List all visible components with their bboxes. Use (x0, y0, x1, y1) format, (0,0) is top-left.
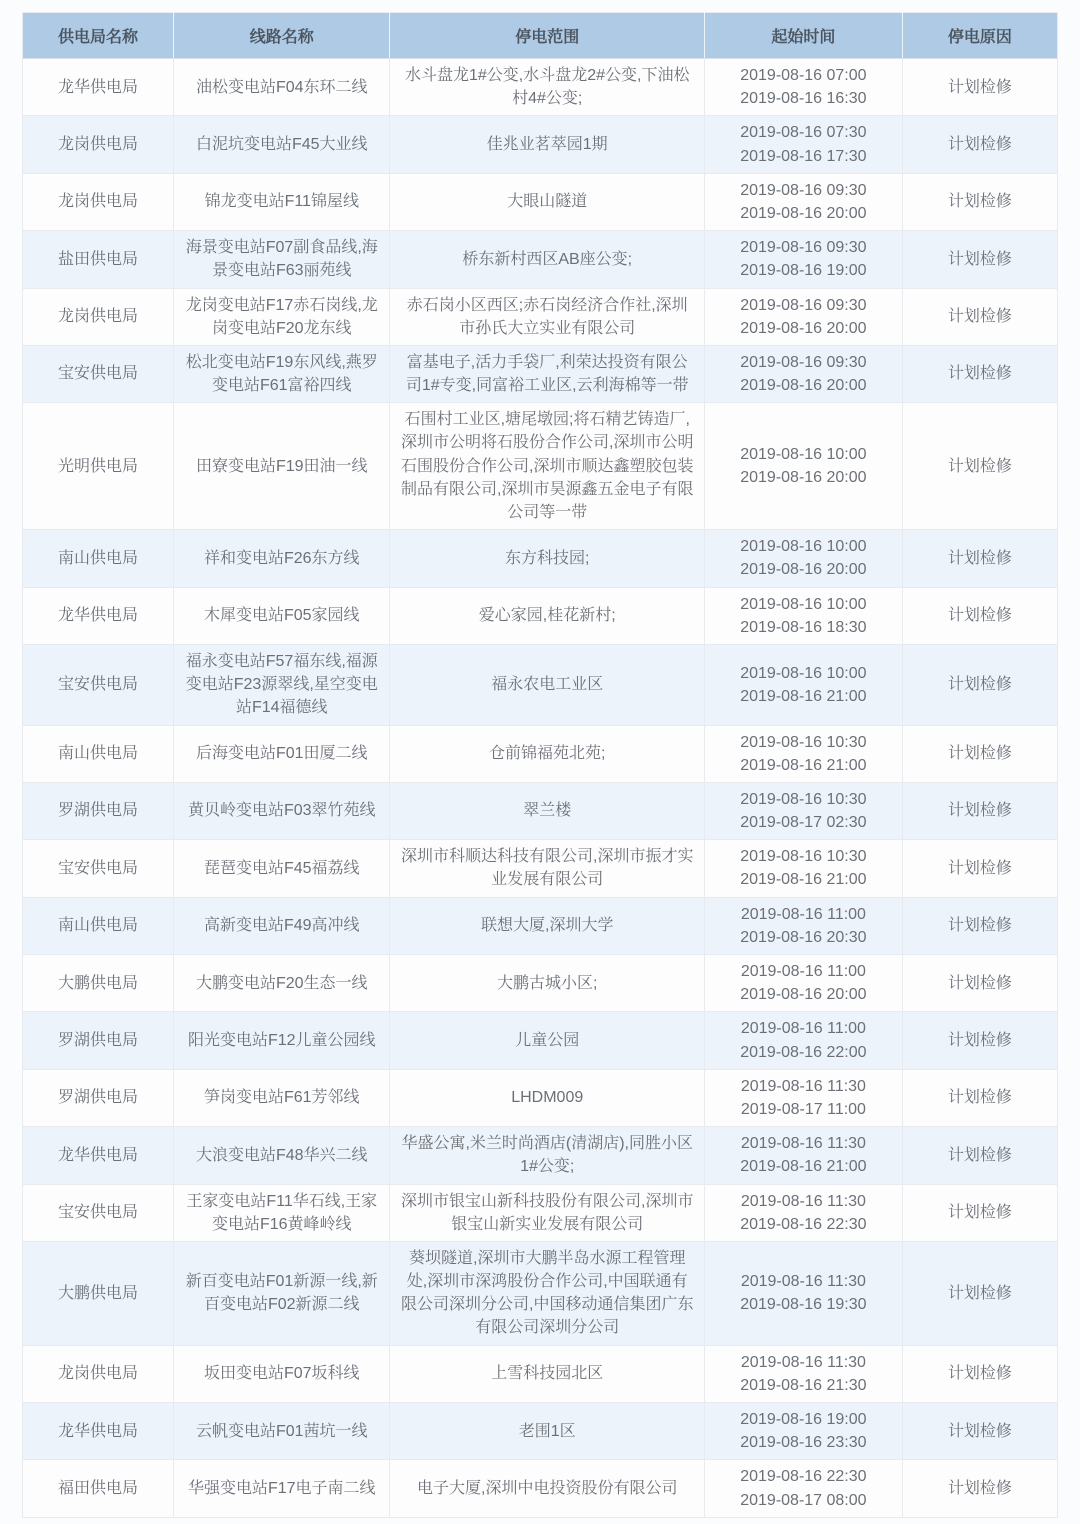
cell-reason: 计划检修 (902, 1241, 1057, 1345)
cell-bureau: 龙岗供电局 (23, 1345, 174, 1402)
table-row (23, 345, 1058, 402)
time-end: 2019-08-16 20:00 (740, 469, 867, 487)
cell-line: 锦龙变电站F11锦屋线 (174, 173, 390, 230)
table-row (23, 288, 1058, 345)
cell-scope: 仓前锦福苑北苑; (390, 725, 705, 782)
time-start: 2019-08-16 07:00 (740, 67, 867, 84)
time-start: 2019-08-16 10:00 (740, 446, 867, 464)
cell-time (705, 644, 903, 725)
table-row (23, 955, 1058, 1012)
cell-reason: 计划检修 (902, 1069, 1057, 1126)
time-start: 2019-08-16 11:00 (740, 963, 866, 980)
table-row (23, 231, 1058, 288)
time-start: 2019-08-16 11:00 (740, 1020, 866, 1038)
cell-bureau: 光明供电局 (23, 403, 174, 530)
cell-reason: 计划检修 (902, 1345, 1057, 1402)
table-row (23, 403, 1058, 530)
cell-time (705, 1127, 903, 1184)
cell-time (705, 897, 903, 954)
column-header-reason: 停电原因 (902, 13, 1057, 59)
cell-reason: 计划检修 (902, 725, 1057, 782)
cell-scope: 大眼山隧道 (390, 173, 705, 230)
table-row (23, 1184, 1058, 1241)
cell-time (705, 955, 903, 1012)
power-outage-table (22, 12, 1058, 1518)
cell-line: 油松变电站F04东环二线 (174, 59, 390, 116)
cell-time (705, 345, 903, 402)
time-start: 2019-08-16 11:00 (740, 905, 866, 923)
cell-line: 木犀变电站F05家园线 (174, 587, 390, 644)
time-end: 2019-08-16 20:00 (740, 986, 867, 1004)
cell-line: 大浪变电站F48华兴二线 (174, 1127, 390, 1184)
table-row (23, 1069, 1058, 1126)
table-row (23, 782, 1058, 839)
time-end: 2019-08-16 20:00 (740, 204, 867, 222)
cell-reason: 计划检修 (902, 530, 1057, 587)
time-start: 2019-08-16 07:30 (740, 124, 867, 142)
cell-time (705, 116, 903, 173)
time-end: 2019-08-16 18:30 (740, 618, 867, 636)
cell-time (705, 1069, 903, 1126)
table-row (23, 1460, 1058, 1517)
cell-scope: 深圳市银宝山新科技股份有限公司,深圳市银宝山新实业发展有限公司 (390, 1184, 705, 1241)
cell-bureau: 龙岗供电局 (23, 173, 174, 230)
column-header-line: 线路名称 (174, 13, 390, 59)
time-end: 2019-08-16 20:00 (740, 561, 867, 579)
cell-bureau: 南山供电局 (23, 530, 174, 587)
cell-line: 白泥坑变电站F45大业线 (174, 116, 390, 173)
time-start: 2019-08-16 10:30 (740, 848, 867, 866)
table-row (23, 59, 1058, 116)
time-end: 2019-08-16 20:00 (740, 319, 867, 337)
cell-line: 大鹏变电站F20生态一线 (174, 955, 390, 1012)
time-end: 2019-08-16 21:00 (740, 687, 867, 705)
cell-reason: 计划检修 (902, 955, 1057, 1012)
time-start: 2019-08-16 09:30 (740, 296, 867, 314)
cell-line: 海景变电站F07副食品线,海景变电站F63丽苑线 (174, 231, 390, 288)
cell-reason: 计划检修 (902, 1012, 1057, 1069)
time-end: 2019-08-16 17:30 (740, 147, 867, 165)
time-end: 2019-08-16 22:00 (740, 1043, 867, 1061)
time-start: 2019-08-16 19:00 (740, 1411, 867, 1428)
cell-scope: 石围村工业区,塘尾墩园;将石精艺铸造厂,深圳市公明将石股份合作公司,深圳市公明石围股份合作公司,深圳市顺达鑫塑胶包装制品有限公司,深圳市昊源鑫五金电子有限公司等一带 (390, 403, 705, 530)
cell-bureau: 盐田供电局 (23, 231, 174, 288)
cell-reason: 计划检修 (902, 403, 1057, 530)
time-start: 2019-08-16 11:30 (740, 1353, 866, 1371)
cell-line: 田寮变电站F19田油一线 (174, 403, 390, 530)
time-start: 2019-08-16 10:30 (740, 790, 867, 808)
table-row (23, 1403, 1058, 1460)
cell-bureau: 宝安供电局 (23, 1184, 174, 1241)
table-row (23, 530, 1058, 587)
cell-scope: 葵坝隧道,深圳市大鹏半岛水源工程管理处,深圳市深鸿股份合作公司,中国联通有限公司深圳分公司,中国移动通信集团广东有限公司深圳分公司 (390, 1241, 705, 1345)
cell-reason: 计划检修 (902, 1184, 1057, 1241)
cell-line: 后海变电站F01田厦二线 (174, 725, 390, 782)
cell-scope: LHDM009 (390, 1069, 705, 1126)
cell-reason: 计划检修 (902, 173, 1057, 230)
cell-line: 高新变电站F49高冲线 (174, 897, 390, 954)
cell-scope: 华盛公寓,米兰时尚酒店(清湖店),同胜小区1#公变; (390, 1127, 705, 1184)
cell-bureau: 宝安供电局 (23, 345, 174, 402)
cell-time (705, 840, 903, 897)
table-row (23, 1241, 1058, 1345)
time-end: 2019-08-16 22:30 (740, 1215, 867, 1233)
cell-scope: 福永农电工业区 (390, 644, 705, 725)
cell-time (705, 782, 903, 839)
cell-bureau: 大鹏供电局 (23, 1241, 174, 1345)
cell-bureau: 龙华供电局 (23, 1127, 174, 1184)
cell-time (705, 1460, 903, 1517)
cell-scope: 桥东新村西区AB座公变; (390, 231, 705, 288)
cell-reason: 计划检修 (902, 1403, 1057, 1460)
cell-reason: 计划检修 (902, 782, 1057, 839)
cell-scope: 上雪科技园北区 (390, 1345, 705, 1402)
column-header-bureau: 供电局名称 (23, 13, 174, 59)
cell-reason: 计划检修 (902, 231, 1057, 288)
cell-line: 王家变电站F11华石线,王家变电站F16黄峰岭线 (174, 1184, 390, 1241)
time-end: 2019-08-16 21:00 (740, 756, 867, 774)
time-start: 2019-08-16 11:30 (740, 1192, 866, 1210)
cell-scope: 东方科技园; (390, 530, 705, 587)
cell-line: 龙岗变电站F17赤石岗线,龙岗变电站F20龙东线 (174, 288, 390, 345)
cell-scope: 深圳市科顺达科技有限公司,深圳市振才实业发展有限公司 (390, 840, 705, 897)
cell-time (705, 231, 903, 288)
cell-line: 黄贝岭变电站F03翠竹苑线 (174, 782, 390, 839)
cell-scope: 老围1区 (390, 1403, 705, 1460)
cell-line: 新百变电站F01新源一线,新百变电站F02新源二线 (174, 1241, 390, 1345)
cell-line: 福永变电站F57福东线,福源变电站F23源翠线,星空变电站F14福德线 (174, 644, 390, 725)
time-start: 2019-08-16 09:30 (740, 239, 867, 257)
cell-scope: 儿童公园 (390, 1012, 705, 1069)
cell-scope: 佳兆业茗萃园1期 (390, 116, 705, 173)
time-start: 2019-08-16 09:30 (740, 353, 867, 371)
time-end: 2019-08-16 19:00 (740, 262, 867, 280)
time-start: 2019-08-16 09:30 (740, 181, 867, 199)
cell-line: 祥和变电站F26东方线 (174, 530, 390, 587)
time-start: 2019-08-16 11:30 (740, 1273, 866, 1291)
time-end: 2019-08-16 19:30 (740, 1296, 867, 1314)
cell-time (705, 1012, 903, 1069)
cell-time (705, 173, 903, 230)
cell-time (705, 1241, 903, 1345)
cell-scope: 富基电子,活力手袋厂,利荣达投资有限公司1#专变,同富裕工业区,云利海棉等一带 (390, 345, 705, 402)
cell-bureau: 罗湖供电局 (23, 1012, 174, 1069)
time-start: 2019-08-16 22:30 (740, 1468, 867, 1486)
cell-bureau: 罗湖供电局 (23, 1069, 174, 1126)
cell-time (705, 530, 903, 587)
cell-reason: 计划检修 (902, 1460, 1057, 1517)
cell-time (705, 587, 903, 644)
cell-reason: 计划检修 (902, 59, 1057, 116)
time-start: 2019-08-16 10:00 (740, 595, 867, 613)
cell-bureau: 宝安供电局 (23, 840, 174, 897)
table-body (23, 59, 1058, 1518)
cell-reason: 计划检修 (902, 116, 1057, 173)
cell-scope: 爱心家园,桂花新村; (390, 587, 705, 644)
cell-bureau: 南山供电局 (23, 725, 174, 782)
time-start: 2019-08-16 10:30 (740, 733, 867, 751)
cell-scope: 电子大厦,深圳中电投资股份有限公司 (390, 1460, 705, 1517)
table-row (23, 1012, 1058, 1069)
cell-time (705, 59, 903, 116)
cell-line: 坂田变电站F07坂科线 (174, 1345, 390, 1402)
cell-line: 松北变电站F19东风线,燕罗变电站F61富裕四线 (174, 345, 390, 402)
cell-scope: 赤石岗小区西区;赤石岗经济合作社,深圳市孙氏大立实业有限公司 (390, 288, 705, 345)
cell-reason: 计划检修 (902, 288, 1057, 345)
cell-line: 笋岗变电站F61芳邻线 (174, 1069, 390, 1126)
header-row (23, 13, 1058, 59)
cell-scope: 水斗盘龙1#公变,水斗盘龙2#公变,下油松村4#公变; (390, 59, 705, 116)
cell-time (705, 288, 903, 345)
time-end: 2019-08-17 11:00 (740, 1100, 866, 1118)
cell-scope: 大鹏古城小区; (390, 955, 705, 1012)
time-end: 2019-08-16 20:00 (740, 377, 867, 395)
time-end: 2019-08-16 23:30 (740, 1434, 867, 1452)
time-end: 2019-08-16 21:30 (740, 1376, 867, 1394)
time-start: 2019-08-16 11:30 (740, 1135, 866, 1153)
cell-bureau: 福田供电局 (23, 1460, 174, 1517)
cell-reason: 计划检修 (902, 644, 1057, 725)
cell-time (705, 403, 903, 530)
cell-reason: 计划检修 (902, 1127, 1057, 1184)
cell-time (705, 1403, 903, 1460)
cell-bureau: 龙华供电局 (23, 59, 174, 116)
cell-line: 阳光变电站F12儿童公园线 (174, 1012, 390, 1069)
table-row (23, 644, 1058, 725)
cell-bureau: 南山供电局 (23, 897, 174, 954)
time-end: 2019-08-16 21:00 (740, 1158, 867, 1176)
cell-bureau: 龙华供电局 (23, 1403, 174, 1460)
time-end: 2019-08-16 16:30 (740, 90, 867, 108)
cell-bureau: 宝安供电局 (23, 644, 174, 725)
cell-bureau: 龙华供电局 (23, 587, 174, 644)
cell-bureau: 大鹏供电局 (23, 955, 174, 1012)
column-header-scope: 停电范围 (390, 13, 705, 59)
time-end: 2019-08-17 08:00 (740, 1491, 867, 1509)
time-start: 2019-08-16 11:30 (740, 1077, 866, 1095)
time-end: 2019-08-16 20:30 (740, 928, 867, 946)
cell-reason: 计划检修 (902, 345, 1057, 402)
cell-scope: 联想大厦,深圳大学 (390, 897, 705, 954)
cell-line: 云帆变电站F01茜坑一线 (174, 1403, 390, 1460)
time-start: 2019-08-16 10:00 (740, 538, 867, 556)
cell-bureau: 龙岗供电局 (23, 116, 174, 173)
cell-reason: 计划检修 (902, 840, 1057, 897)
column-header-time: 起始时间 (705, 13, 903, 59)
cell-bureau: 罗湖供电局 (23, 782, 174, 839)
cell-time (705, 1184, 903, 1241)
time-end: 2019-08-16 21:00 (740, 871, 867, 889)
cell-time (705, 725, 903, 782)
time-end: 2019-08-17 02:30 (740, 814, 867, 832)
table-row (23, 587, 1058, 644)
cell-reason: 计划检修 (902, 897, 1057, 954)
cell-scope: 翠兰楼 (390, 782, 705, 839)
table-row (23, 1127, 1058, 1184)
time-start: 2019-08-16 10:00 (740, 664, 867, 682)
cell-bureau: 龙岗供电局 (23, 288, 174, 345)
cell-line: 琵琶变电站F45福荔线 (174, 840, 390, 897)
cell-line: 华强变电站F17电子南二线 (174, 1460, 390, 1517)
table-row (23, 116, 1058, 173)
table-row (23, 725, 1058, 782)
table-row (23, 173, 1058, 230)
table-row (23, 840, 1058, 897)
table-row (23, 897, 1058, 954)
cell-reason: 计划检修 (902, 587, 1057, 644)
